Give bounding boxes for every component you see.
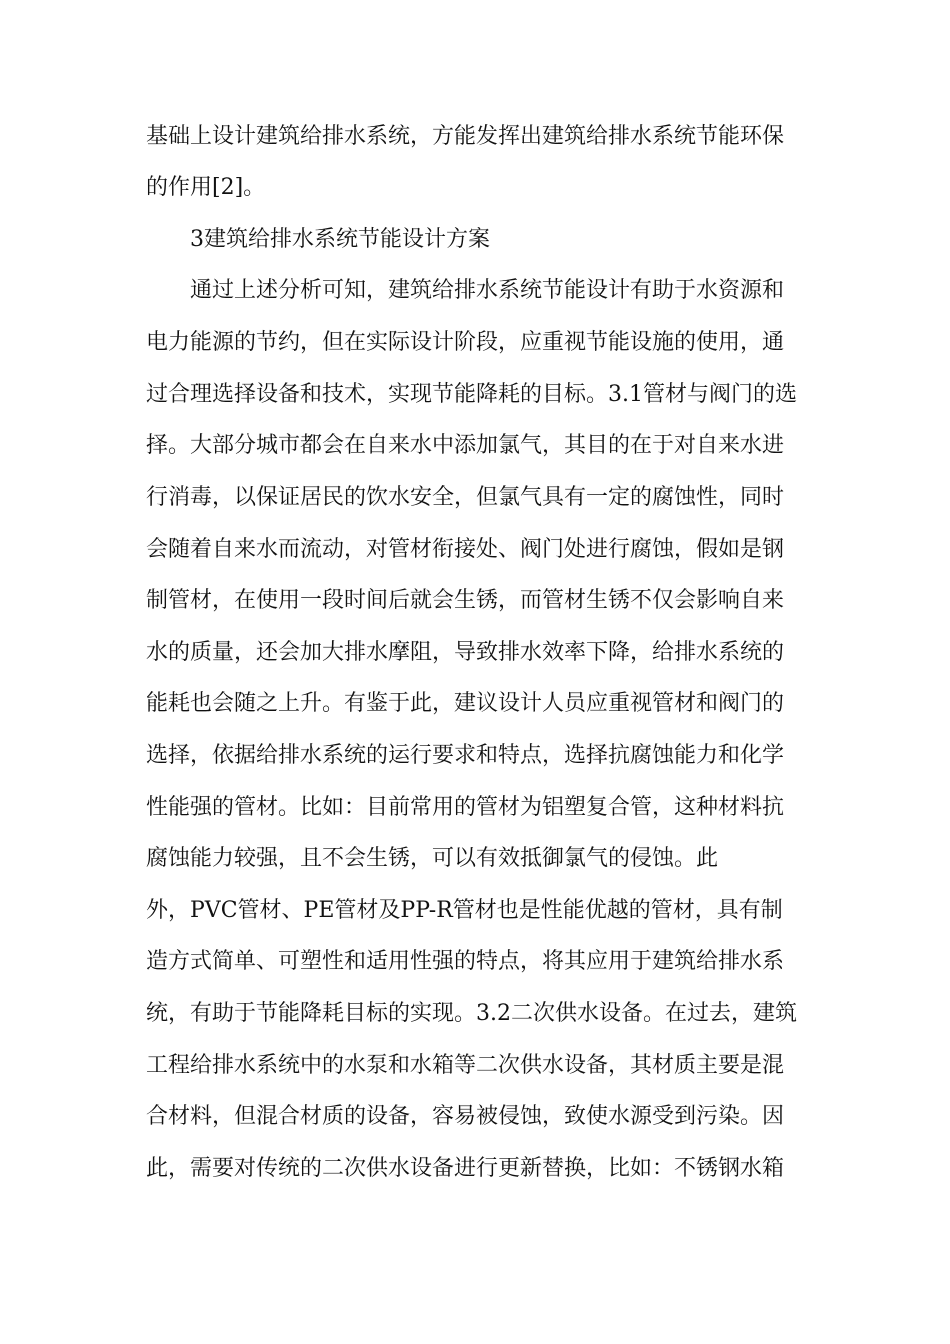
paragraph-line: 通过上述分析可知，建筑给排水系统节能设计有助于水资源和 (190, 278, 785, 303)
paragraph-line: 电力能源的节约，但在实际设计阶段，应重视节能设施的使用，通 (146, 330, 785, 355)
paragraph-line: 统，有助于节能降耗目标的实现。3.2二次供水设备。在过去，建筑 (146, 1001, 797, 1026)
paragraph-line: 的作用[2]。 (146, 175, 266, 200)
paragraph-line: 此，需要对传统的二次供水设备进行更新替换，比如：不锈钢水箱 (146, 1156, 785, 1181)
paragraph-line: 性能强的管材。比如：目前常用的管材为铝塑复合管，这种材料抗 (146, 795, 785, 820)
paragraph-line: 能耗也会随之上升。有鉴于此，建议设计人员应重视管材和阀门的 (146, 691, 785, 716)
paragraph-line: 行消毒，以保证居民的饮水安全，但氯气具有一定的腐蚀性，同时 (146, 485, 785, 510)
paragraph-line: 外，PVC管材、PE管材及PP-R管材也是性能优越的管材，具有制 (146, 898, 783, 923)
section-heading: 3建筑给排水系统节能设计方案 (190, 227, 490, 252)
paragraph-line: 造方式简单、可塑性和适用性强的特点，将其应用于建筑给排水系 (146, 949, 785, 974)
paragraph-line: 会随着自来水而流动，对管材衔接处、阀门处进行腐蚀，假如是钢 (146, 537, 785, 562)
paragraph-line: 选择，依据给排水系统的运行要求和特点，选择抗腐蚀能力和化学 (146, 743, 785, 768)
paragraph-line: 制管材，在使用一段时间后就会生锈，而管材生锈不仅会影响自来 (146, 588, 785, 613)
paragraph-line: 工程给排水系统中的水泵和水箱等二次供水设备，其材质主要是混 (146, 1053, 785, 1078)
paragraph-line: 水的质量，还会加大排水摩阻，导致排水效率下降，给排水系统的 (146, 640, 785, 665)
paragraph-line: 过合理选择设备和技术，实现节能降耗的目标。3.1管材与阀门的选 (146, 382, 797, 407)
paragraph-line: 择。大部分城市都会在自来水中添加氯气，其目的在于对自来水进 (146, 433, 785, 458)
paragraph-line: 基础上设计建筑给排水系统，方能发挥出建筑给排水系统节能环保 (146, 124, 785, 149)
paragraph-line: 合材料，但混合材质的设备，容易被侵蚀，致使水源受到污染。因 (146, 1104, 785, 1129)
paragraph-line: 腐蚀能力较强，且不会生锈，可以有效抵御氯气的侵蚀。此 (146, 846, 719, 871)
